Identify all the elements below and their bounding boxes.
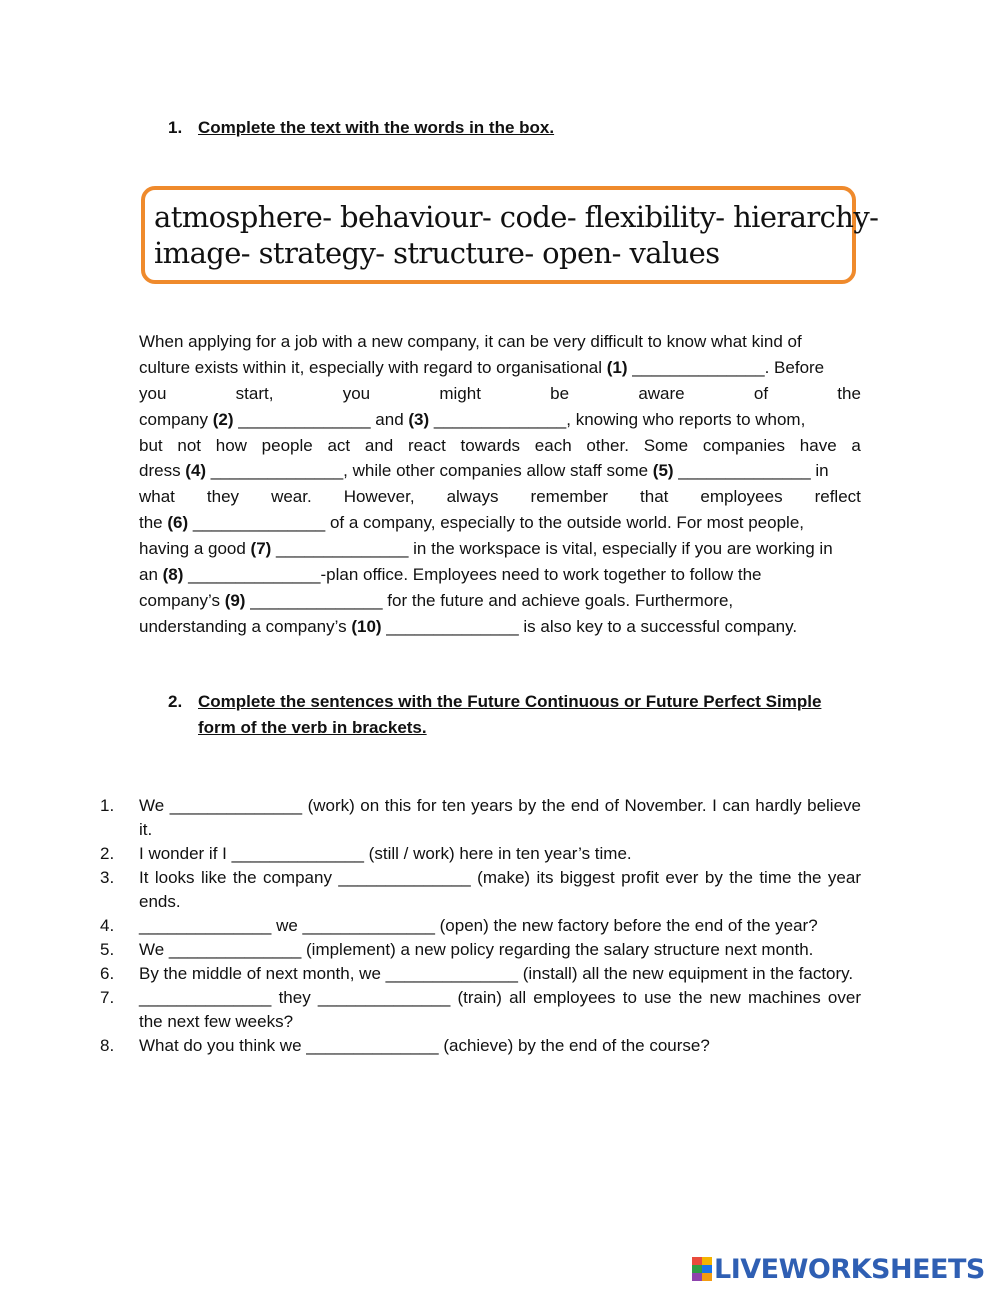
paragraph-line: what they wear. However, always remember that employees reflect xyxy=(139,487,861,507)
logo-block xyxy=(702,1265,712,1273)
gap-number: (3) xyxy=(408,409,430,429)
logo-block xyxy=(692,1273,702,1281)
gap-number: (5) xyxy=(652,461,674,481)
gap-blank[interactable]: ______________, knowing who reports to whom, xyxy=(429,409,806,429)
brand-name: LIVEWORKSHEETS xyxy=(714,1253,985,1285)
section-1-heading xyxy=(168,115,768,141)
paragraph-line: having a good (7) ______________ in the workspace is vital, especially if you are working in xyxy=(139,539,833,559)
cloze-paragraph xyxy=(139,329,861,640)
paragraph-line: company (2) ______________ and (3) ______________, knowing who reports to whom, xyxy=(139,409,806,429)
gap-blank[interactable]: ______________. Before xyxy=(627,357,825,377)
gap-blank[interactable]: ______________ for the future and achieve goals. Furthermore, xyxy=(245,590,734,610)
word-box xyxy=(141,186,879,284)
list-item: 3. It looks like the company ______________ (make) its biggest profit ever by the time the year ends. xyxy=(100,866,861,914)
logo-block xyxy=(702,1273,712,1281)
logo-block xyxy=(692,1265,702,1273)
gap-blank[interactable]: ______________-plan office. Employees need to work together to follow the xyxy=(183,565,762,585)
paragraph-line: the (6) ______________ of a company, especially to the outside world. For most people, xyxy=(139,513,804,533)
word-box-line-1: atmosphere- behaviour- code- flexibility- hierarchy- xyxy=(154,200,879,234)
paragraph-line: but not how people act and react towards each other. Some companies have a xyxy=(139,435,861,455)
paragraph-line: an (8) ______________-plan office. Employees need to work together to follow the xyxy=(139,565,762,585)
gap-number: (4) xyxy=(185,461,207,481)
gap-number: (6) xyxy=(167,513,189,533)
paragraph-line: dress (4) ______________, while other companies allow staff some (5) ______________ in xyxy=(139,461,829,481)
paragraph-line: understanding a company’s (10) ______________ is also key to a successful company. xyxy=(139,616,798,636)
gap-number: (7) xyxy=(250,539,272,559)
list-item: 7. ______________ they ______________ (train) all employees to use the new machines over the next few weeks? xyxy=(100,986,861,1034)
gap-blank[interactable]: ______________, while other companies allow staff some xyxy=(206,461,653,481)
gap-number: (8) xyxy=(162,565,184,585)
gap-blank[interactable]: ______________ of a company, especially to the outside world. For most people, xyxy=(188,513,804,533)
section-title-line-2: form of the verb in brackets. xyxy=(198,718,427,737)
list-item: 2. I wonder if I ______________ (still / work) here in ten year’s time. xyxy=(100,842,861,866)
list-item-text[interactable]: I wonder if I ______________ (still / work) here in ten year’s time. xyxy=(139,844,632,863)
list-item-text[interactable]: What do you think we ______________ (achieve) by the end of the course? xyxy=(139,1036,710,1055)
section-2-heading xyxy=(168,689,868,741)
list-item: 8. What do you think we ______________ (achieve) by the end of the course? xyxy=(100,1034,861,1058)
list-item-text[interactable]: We ______________ (work) on this for ten years by the end of November. I can hardly believe it. xyxy=(139,796,861,839)
list-item-text[interactable]: ______________ we ______________ (open) the new factory before the end of the year? xyxy=(139,916,818,935)
paragraph-line: When applying for a job with a new company, it can be very difficult to know what kind of xyxy=(139,332,802,351)
section-title: Complete the text with the words in the box. xyxy=(198,118,555,137)
gap-number: (10) xyxy=(351,616,382,636)
gap-number: (9) xyxy=(224,590,246,610)
logo-block xyxy=(692,1257,702,1265)
list-item-text[interactable]: We ______________ (implement) a new policy regarding the salary structure next month. xyxy=(139,940,814,959)
gap-blank[interactable]: ______________ is also key to a successful company. xyxy=(381,616,798,636)
section-title-line-1: Complete the sentences with the Future Continuous or Future Perfect Simple xyxy=(198,692,822,711)
list-item: 4. ______________ we ______________ (open) the new factory before the end of the year? xyxy=(100,914,861,938)
gap-number: (1) xyxy=(606,357,628,377)
section-number: 1. xyxy=(168,118,183,137)
word-box-line-2: image- strategy- structure- open- values xyxy=(154,236,720,270)
sentence-list xyxy=(100,794,861,1058)
gap-blank[interactable]: ______________ in the workspace is vital, especially if you are working in xyxy=(271,539,833,559)
list-item: 5. We ______________ (implement) a new policy regarding the salary structure next month. xyxy=(100,938,861,962)
list-item-text[interactable]: It looks like the company ______________ (make) its biggest profit ever by the time the year ends. xyxy=(139,868,861,911)
gap-blank[interactable]: ______________ and xyxy=(233,409,409,429)
logo-blocks-icon xyxy=(692,1257,712,1281)
gap-blank[interactable]: ______________ in xyxy=(673,461,829,481)
list-item: 6. By the middle of next month, we ______________ (install) all the new equipment in the factory. xyxy=(100,962,861,986)
paragraph-line: company’s (9) ______________ for the future and achieve goals. Furthermore, xyxy=(139,590,734,610)
paragraph-line: culture exists within it, especially with regard to organisational (1) ______________. Before xyxy=(139,357,825,377)
liveworksheets-logo xyxy=(692,1254,985,1284)
list-item-text[interactable]: ______________ they ______________ (train) all employees to use the new machines over the next few weeks? xyxy=(139,988,861,1031)
paragraph-line: you start, you might be aware of the xyxy=(139,383,861,403)
list-item-text[interactable]: By the middle of next month, we ______________ (install) all the new equipment in the factory. xyxy=(139,964,854,983)
gap-number: (2) xyxy=(212,409,234,429)
section-number: 2. xyxy=(168,692,183,711)
list-item: 1. We ______________ (work) on this for ten years by the end of November. I can hardly believe it. xyxy=(100,794,861,842)
logo-block xyxy=(702,1257,712,1265)
